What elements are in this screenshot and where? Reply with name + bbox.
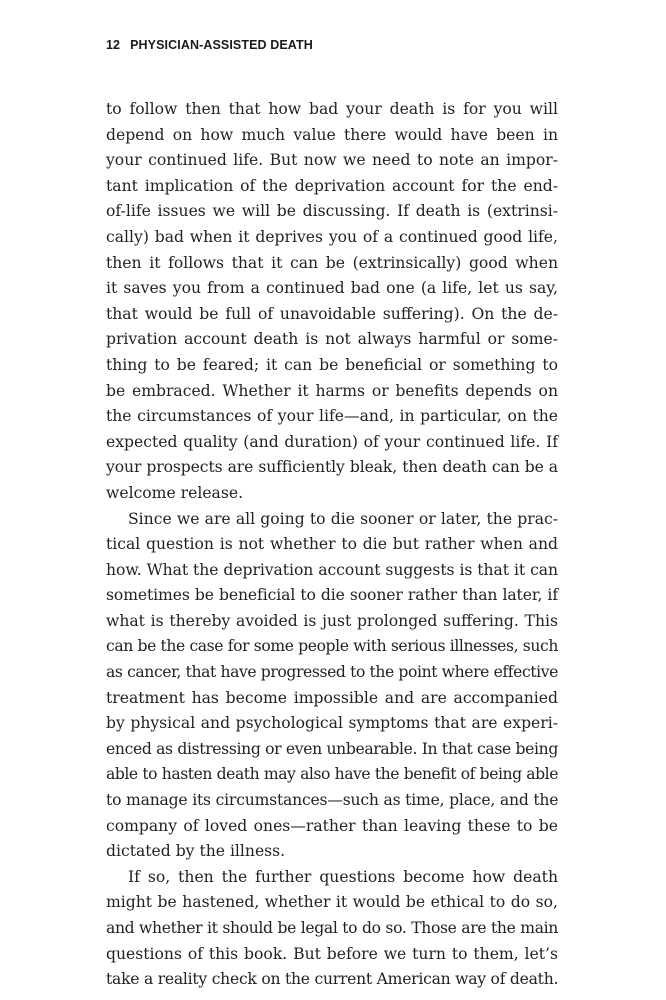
text-line: sometimes be beneficial to die sooner rather than later, if: [106, 586, 558, 605]
paragraph-3: [106, 865, 558, 993]
text-line: as cancer, that have progressed to the point where effective: [106, 663, 558, 682]
paragraph-1: [106, 97, 558, 507]
text-line: the circumstances of your life—and, in particular, on the: [106, 407, 558, 426]
text-line: company of loved ones—rather than leaving these to be: [106, 816, 558, 835]
text-line: how. What the deprivation account suggests is that it can: [106, 560, 558, 579]
text-line: thing to be feared; it can be beneficial or something to: [106, 355, 558, 374]
text-line: take a reality check on the current American way of death.: [106, 970, 559, 989]
text-line: privation account death is not always harmful or some-: [106, 330, 558, 349]
text-line: questions of this book. But before we turn to them, let’s: [106, 944, 558, 963]
text-line: be embraced. Whether it harms or benefits depends on: [106, 381, 558, 400]
text-line: cally) bad when it deprives you of a continued good life,: [106, 227, 558, 246]
running-head: [106, 38, 313, 52]
text-line: of-life issues we will be discussing. If death is (extrinsi-: [106, 202, 558, 221]
text-line: depend on how much value there would have been in: [106, 125, 558, 144]
text-line: your prospects are sufficiently bleak, then death can be a: [106, 458, 558, 477]
page-number: 12: [106, 38, 121, 52]
text-line: dictated by the illness.: [106, 842, 286, 861]
text-line: to follow then that how bad your death is for you will: [106, 100, 558, 118]
text-line: can be the case for some people with serious illnesses, such: [106, 637, 558, 656]
text-line: treatment has become impossible and are accompanied: [106, 688, 558, 707]
text-line: welcome release.: [106, 483, 244, 502]
text-line: then it follows that it can be (extrinsically) good when: [106, 253, 558, 272]
text-line: If so, then the further questions become how death: [128, 867, 558, 886]
text-line: tical question is not whether to die but rather when and: [106, 535, 558, 554]
text-line: Since we are all going to die sooner or later, the prac-: [128, 509, 558, 528]
running-title: PHYSICIAN-ASSISTED DEATH: [130, 38, 313, 52]
text-line: expected quality (and duration) of your continued life. If: [106, 432, 558, 451]
paragraph-2: [106, 507, 558, 865]
text-line: might be hastened, whether it would be ethical to do so,: [106, 893, 558, 912]
text-line: to manage its circumstances—such as time, place, and the: [106, 791, 559, 810]
text-line: it saves you from a continued bad one (a life, let us say,: [106, 279, 558, 298]
text-line: by physical and psychological symptoms that are experi-: [106, 714, 558, 733]
text-line: able to hasten death may also have the benefit of being able: [106, 765, 558, 784]
text-line: and whether it should be legal to do so. Those are the main: [106, 919, 558, 937]
text-line: what is thereby avoided is just prolonged suffering. This: [106, 611, 558, 630]
body-text: [106, 97, 558, 993]
text-line: tant implication of the deprivation account for the end-: [106, 176, 558, 195]
text-line: enced as distressing or even unbearable. In that case being: [106, 739, 558, 758]
text-line: that would be full of unavoidable suffering). On the de-: [106, 304, 558, 323]
text-line: your continued life. But now we need to note an impor-: [106, 151, 558, 170]
